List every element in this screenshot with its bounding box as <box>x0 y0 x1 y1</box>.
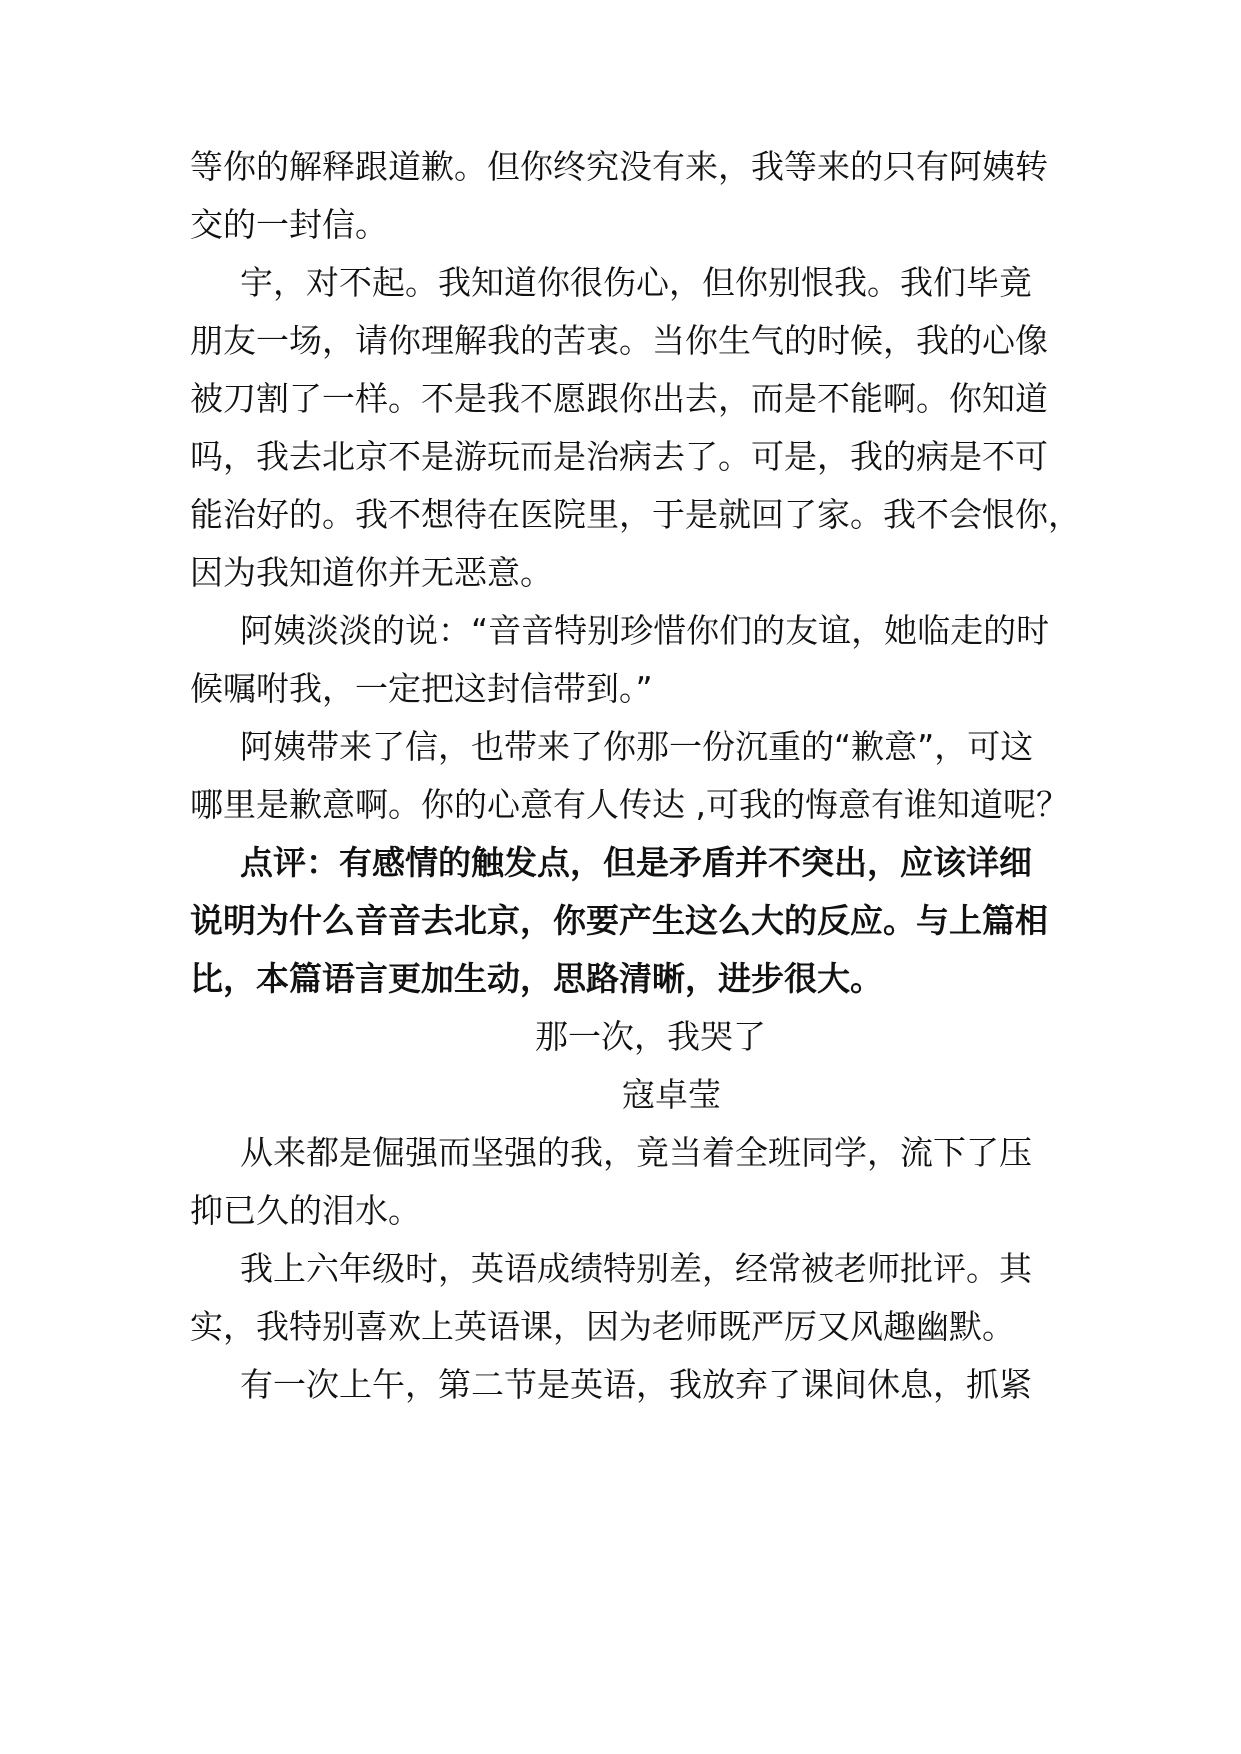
paragraph-line: 有一次上午，第二节是英语，我放弃了课间休息，抓紧 <box>240 1365 1032 1404</box>
paragraph-line: 阿姨带来了信，也带来了你那一份沉重的“歉意”，可这 <box>240 727 1034 766</box>
paragraph-line: 能治好的。我不想待在医院里，于是就回了家。我不会恨你， <box>190 495 1081 534</box>
paragraph-line: 抑已久的泪水。 <box>190 1191 421 1230</box>
comment-line: 说明为什么音音去北京，你要产生这么大的反应。与上篇相 <box>190 901 1048 940</box>
paragraph-line: 宇，对不起。我知道你很伤心，但你别恨我。我们毕竟 <box>240 263 1032 302</box>
paragraph-line: 交的一封信。 <box>190 205 388 244</box>
essay-title: 那一次，我哭了 <box>535 1017 766 1056</box>
paragraph-line: 我上六年级时，英语成绩特别差，经常被老师批评。其 <box>240 1249 1032 1288</box>
paragraph-line: 从来都是倔强而坚强的我，竟当着全班同学，流下了压 <box>240 1133 1032 1172</box>
paragraph-line: 朋友一场，请你理解我的苦衷。当你生气的时候，我的心像 <box>190 321 1048 360</box>
paragraph-line: 因为我知道你并无恶意。 <box>190 553 553 592</box>
comment-line: 比，本篇语言更加生动，思路清晰，进步很大。 <box>190 959 883 998</box>
paragraph-line: 阿姨淡淡的说：“音音特别珍惜你们的友谊，她临走的时 <box>240 611 1050 650</box>
paragraph-line: 等你的解释跟道歉。但你终究没有来，我等来的只有阿姨转 <box>190 147 1048 186</box>
paragraph-line: 被刀割了一样。不是我不愿跟你出去，而是不能啊。你知道 <box>190 379 1048 418</box>
comment-line: 点评：有感情的触发点，但是矛盾并不突出，应该详细 <box>240 843 1032 882</box>
paragraph-line: 实，我特别喜欢上英语课，因为老师既严厉又风趣幽默。 <box>190 1307 1015 1346</box>
paragraph-line: 候嘱咐我，一定把这封信带到。” <box>190 669 653 708</box>
paragraph-line: 哪里是歉意啊。你的心意有人传达 ,可我的悔意有谁知道呢？ <box>190 785 1069 824</box>
paragraph-line: 吗，我去北京不是游玩而是治病去了。可是，我的病是不可 <box>190 437 1048 476</box>
author-name: 寇卓莹 <box>622 1075 721 1114</box>
